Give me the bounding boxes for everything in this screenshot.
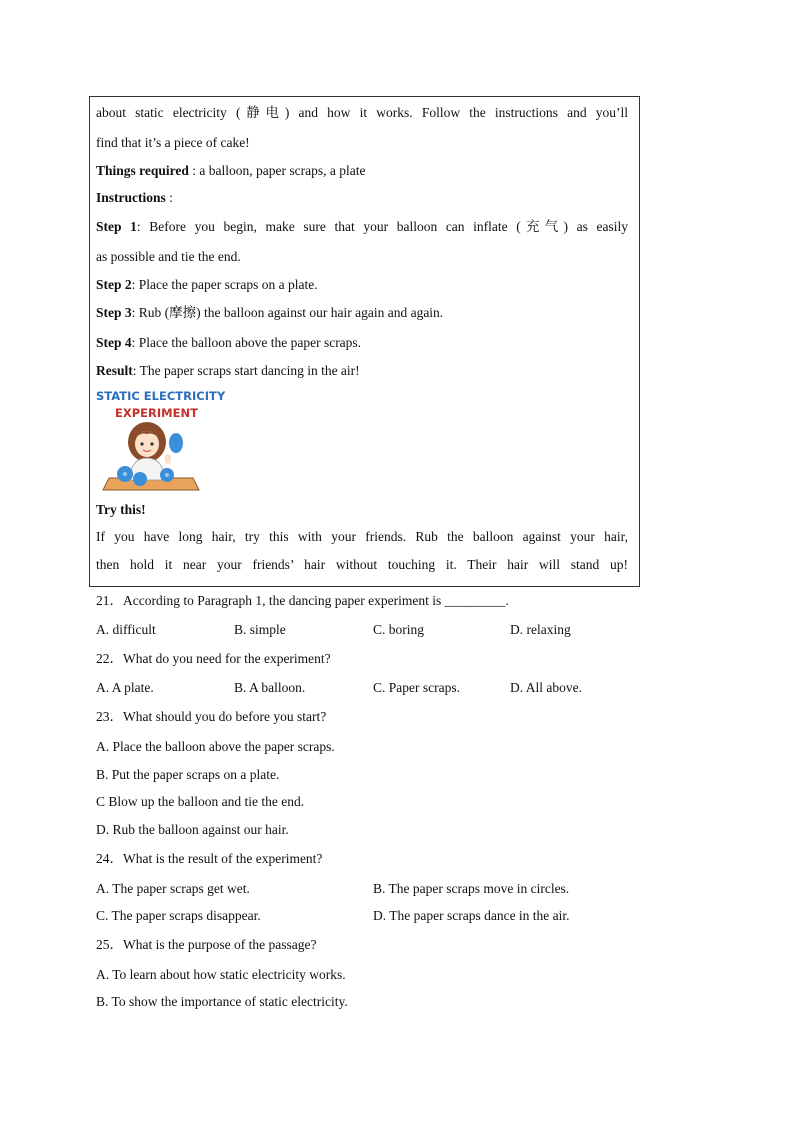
- instructions-label: Instructions: [96, 190, 166, 205]
- step-1-cont: as possible and tie the end.: [96, 249, 241, 264]
- try-line-2: then hold it near your friends’ hair without touching it. Their hair will stand up!: [96, 557, 628, 572]
- step-4: [96, 334, 361, 352]
- q22-option-c: C. Paper scraps.: [373, 680, 460, 695]
- instructions-heading: [96, 189, 173, 207]
- step-3-text: : Rub (摩擦) the balloon against our hair again and again.: [131, 305, 444, 320]
- q22-option-a: A. A plate.: [96, 680, 154, 695]
- try-line-1: If you have long hair, try this with your friends. Rub the balloon against your hair,: [96, 529, 628, 544]
- result-text: : The paper scraps start dancing in the air!: [132, 363, 360, 378]
- passage-line-1: about static electricity (静电) and how it works. Follow the instructions and you’ll: [96, 105, 628, 120]
- result: [96, 362, 360, 380]
- q21-option-a: A. difficult: [96, 622, 156, 637]
- try-this-heading: [96, 501, 146, 519]
- step-4-label: Step 4: [96, 335, 132, 350]
- result-label: Result: [96, 363, 133, 378]
- q25-option-a: A. To learn about how static electricity works.: [96, 967, 346, 982]
- step-1: [96, 218, 628, 236]
- q23-option-a: A. Place the balloon above the paper scraps.: [96, 739, 335, 754]
- things-text: : a balloon, paper scraps, a plate: [188, 163, 366, 178]
- question-22-stem: 22．What do you need for the experiment?: [96, 651, 331, 666]
- question-24-stem: 24．What is the result of the experiment?: [96, 851, 323, 866]
- q25-option-b: B. To show the importance of static electricity.: [96, 994, 348, 1009]
- step-1-text: : Before you begin, make sure that your balloon can inflate (充气) as easily: [136, 219, 628, 234]
- step-2: [96, 276, 318, 294]
- step-1-label: Step 1: [96, 219, 137, 234]
- q24-option-d: D. The paper scraps dance in the air.: [373, 908, 570, 923]
- instructions-colon: :: [165, 190, 173, 205]
- q24-option-c: C. The paper scraps disappear.: [96, 908, 261, 923]
- things-required: [96, 162, 365, 180]
- q21-option-d: D. relaxing: [510, 622, 571, 637]
- passage-line-2: find that it’s a piece of cake!: [96, 135, 250, 150]
- step-2-text: : Place the paper scraps on a plate.: [131, 277, 318, 292]
- question-25-stem: 25．What is the purpose of the passage?: [96, 937, 317, 952]
- illustration-title-1: STATIC ELECTRICITY: [96, 389, 226, 403]
- step-4-text: : Place the balloon above the paper scraps.: [131, 335, 362, 350]
- q21-option-b: B. simple: [234, 622, 286, 637]
- q21-option-c: C. boring: [373, 622, 425, 637]
- q24-option-a: A. The paper scraps get wet.: [96, 881, 250, 896]
- q22-option-b: B. A balloon.: [234, 680, 306, 695]
- step-3: [96, 304, 443, 322]
- question-23-stem: 23．What should you do before you start?: [96, 709, 327, 724]
- q24-option-b: B. The paper scraps move in circles.: [373, 881, 570, 896]
- things-label: Things required: [96, 163, 189, 178]
- static-electricity-illustration: [95, 388, 226, 493]
- q23-option-c: C Blow up the balloon and tie the end.: [96, 794, 305, 809]
- step-3-label: Step 3: [96, 305, 132, 320]
- q23-option-b: B. Put the paper scraps on a plate.: [96, 767, 280, 782]
- step-2-label: Step 2: [96, 277, 132, 292]
- question-21-stem: 21．According to Paragraph 1, the dancing paper experiment is _________.: [96, 593, 509, 608]
- q23-option-d: D. Rub the balloon against our hair.: [96, 822, 289, 837]
- illustration-title-2: EXPERIMENT: [115, 406, 198, 420]
- try-label: Try this!: [96, 502, 146, 517]
- q22-option-d: D. All above.: [510, 680, 582, 695]
